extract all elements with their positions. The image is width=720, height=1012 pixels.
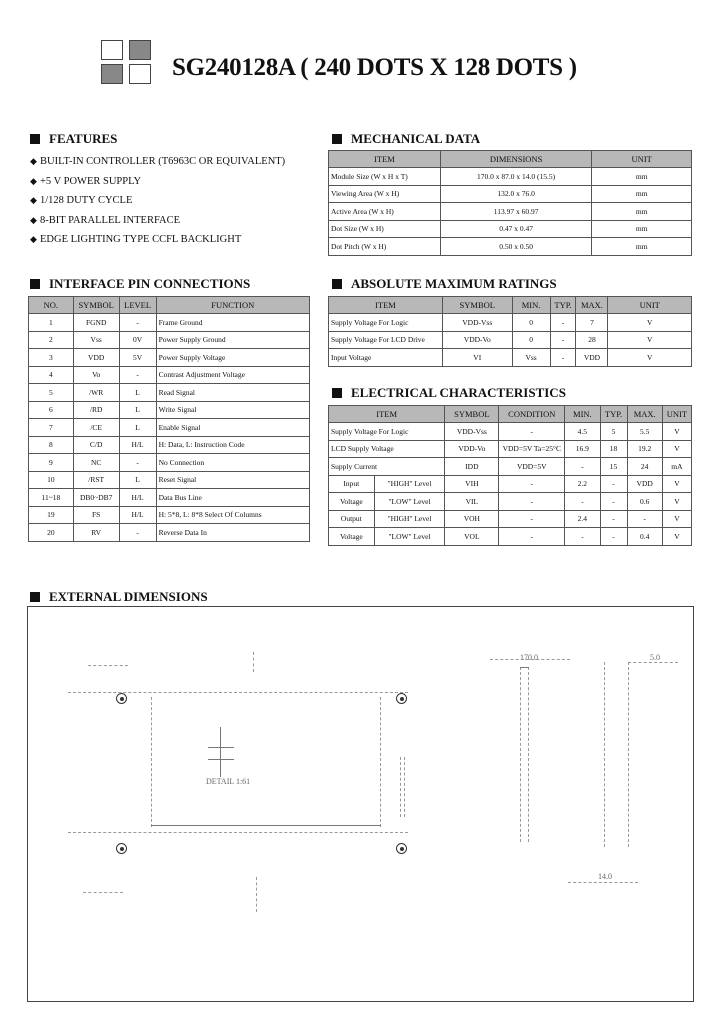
table-cell: 4.5 [565, 423, 600, 441]
table-row [329, 331, 692, 349]
diamond-bullet-icon: ◆ [30, 214, 37, 225]
features-heading: FEATURES [30, 131, 117, 147]
square-bullet-icon [30, 134, 40, 144]
table-cell: VIH [445, 475, 499, 493]
table-cell: 2.4 [565, 510, 600, 528]
table-cell: V [608, 314, 692, 332]
dimension-line [628, 662, 678, 663]
electrical-table [328, 405, 692, 546]
square-bullet-icon [332, 134, 342, 144]
table-cell: - [565, 458, 600, 476]
table-cell: VDD [73, 349, 119, 367]
table-cell: DB0~DB7 [73, 489, 119, 507]
dimension-line [253, 652, 254, 672]
table-cell: MIN. [565, 406, 600, 423]
table-cell: V [608, 349, 692, 367]
list-item: ◆ +5 V POWER SUPPLY [30, 172, 285, 192]
table-row [329, 238, 692, 256]
table-cell: Power Supply Ground [156, 331, 309, 349]
table-cell: No Connection [156, 454, 309, 472]
outline-line [151, 825, 381, 826]
table-cell: Input [329, 475, 375, 493]
table-row [329, 528, 692, 546]
table-row [29, 401, 310, 419]
table-cell: Input Voltage [329, 349, 443, 367]
diamond-bullet-icon: ◆ [30, 234, 37, 244]
table-cell: H: 5*8, L: 8*8 Select Of Columns [156, 506, 309, 524]
table-cell: Voltage [329, 493, 375, 511]
table-cell: VDD=5V [499, 458, 565, 476]
table-cell: FUNCTION [156, 297, 309, 314]
side-view-line [520, 667, 521, 842]
table-row [329, 314, 692, 332]
table-row [329, 185, 692, 203]
table-cell: V [662, 440, 691, 458]
table-cell: ITEM [329, 406, 445, 423]
table-cell: UNIT [608, 297, 692, 314]
table-cell: 0 [512, 331, 550, 349]
table-header-row [29, 297, 310, 314]
table-cell: - [499, 493, 565, 511]
dimension-line [490, 659, 570, 660]
table-cell: Enable Signal [156, 419, 309, 437]
table-cell: 11~18 [29, 489, 74, 507]
outline-line [68, 832, 408, 833]
table-row [329, 423, 692, 441]
table-row [29, 384, 310, 402]
table-cell: Vo [73, 366, 119, 384]
table-cell: Active Area (W x H) [329, 203, 441, 221]
table-cell: 20 [29, 524, 74, 542]
table-cell: 24 [627, 458, 662, 476]
table-cell: MAX. [576, 297, 608, 314]
table-cell: 5 [600, 423, 627, 441]
table-cell: H/L [119, 506, 156, 524]
table-cell: 9 [29, 454, 74, 472]
list-item: ◆ 8-BIT PARALLEL INTERFACE [30, 211, 285, 231]
table-cell: 5.5 [627, 423, 662, 441]
table-row [329, 458, 692, 476]
table-cell: VDD [627, 475, 662, 493]
table-cell: "HIGH" Level [374, 510, 445, 528]
table-cell: 0.50 x 0.50 [440, 238, 592, 256]
table-cell: "HIGH" Level [374, 475, 445, 493]
table-row [29, 314, 310, 332]
table-cell: /RST [73, 471, 119, 489]
table-cell: V [662, 528, 691, 546]
table-cell: VDD-Vo [442, 331, 512, 349]
table-cell: - [119, 366, 156, 384]
dimension-line [568, 882, 638, 883]
table-cell: Output [329, 510, 375, 528]
table-row [329, 493, 692, 511]
table-cell: 2 [29, 331, 74, 349]
table-cell: Reverse Data In [156, 524, 309, 542]
table-cell: 8 [29, 436, 74, 454]
table-cell: FGND [73, 314, 119, 332]
table-cell: 170.0 x 87.0 x 14.0 (15.5) [440, 168, 592, 186]
table-cell: 5V [119, 349, 156, 367]
table-row [329, 475, 692, 493]
table-cell: SYMBOL [445, 406, 499, 423]
table-cell: IDD [445, 458, 499, 476]
table-cell: SYMBOL [73, 297, 119, 314]
table-cell: Dot Size (W x H) [329, 220, 441, 238]
table-cell: L [119, 401, 156, 419]
table-cell: MAX. [627, 406, 662, 423]
table-cell: FS [73, 506, 119, 524]
table-cell: UNIT [662, 406, 691, 423]
table-row [29, 454, 310, 472]
table-row [329, 203, 692, 221]
outline-line [151, 697, 152, 827]
square-bullet-icon [332, 388, 342, 398]
table-row [329, 349, 692, 367]
table-cell: Viewing Area (W x H) [329, 185, 441, 203]
dimension-line [83, 892, 123, 893]
table-cell: RV [73, 524, 119, 542]
table-cell: 0.6 [627, 493, 662, 511]
table-cell: 132.0 x 76.0 [440, 185, 592, 203]
table-cell: Dot Pitch (W x H) [329, 238, 441, 256]
mounting-hole-icon [396, 843, 407, 854]
table-header-row [329, 406, 692, 423]
table-cell: MIN. [512, 297, 550, 314]
table-cell: Supply Voltage For Logic [329, 314, 443, 332]
side-dim-label: 170.0 [520, 653, 538, 662]
detail-line [208, 747, 234, 748]
table-cell: UNIT [592, 151, 692, 168]
table-cell: 3 [29, 349, 74, 367]
table-cell: Vss [512, 349, 550, 367]
detail-label: DETAIL 1:61 [206, 777, 251, 786]
table-cell: Supply Current [329, 458, 445, 476]
dimension-line [256, 877, 257, 912]
outline-line [380, 697, 381, 827]
table-cell: 7 [29, 419, 74, 437]
table-cell: /WR [73, 384, 119, 402]
electrical-heading: ELECTRICAL CHARACTERISTICS [332, 385, 566, 401]
list-item: ◆ 1/128 DUTY CYCLE [30, 191, 285, 211]
table-row [329, 168, 692, 186]
detail-line [220, 727, 221, 777]
connector-line [404, 757, 405, 817]
table-cell: - [550, 349, 576, 367]
table-cell: V [662, 510, 691, 528]
table-cell: 2.2 [565, 475, 600, 493]
square-bullet-icon [332, 279, 342, 289]
table-cell: - [499, 423, 565, 441]
table-cell: H/L [119, 489, 156, 507]
table-cell: 113.97 x 60.97 [440, 203, 592, 221]
table-cell: Supply Voltage For LCD Drive [329, 331, 443, 349]
table-row [29, 366, 310, 384]
table-cell: ITEM [329, 151, 441, 168]
side-dim-label: 5.0 [650, 653, 660, 662]
table-row [29, 489, 310, 507]
table-cell: - [550, 331, 576, 349]
mounting-hole-icon [396, 693, 407, 704]
table-cell: mm [592, 238, 692, 256]
table-cell: - [499, 528, 565, 546]
table-cell: NC [73, 454, 119, 472]
table-cell: NO. [29, 297, 74, 314]
table-cell: 19 [29, 506, 74, 524]
side-view-line [604, 662, 605, 847]
table-cell: V [608, 331, 692, 349]
list-item: ◆ EDGE LIGHTING TYPE CCFL BACKLIGHT [30, 230, 285, 250]
mounting-hole-icon [116, 843, 127, 854]
table-cell: /CE [73, 419, 119, 437]
side-view-line [628, 662, 629, 847]
table-cell: Write Signal [156, 401, 309, 419]
table-cell: - [550, 314, 576, 332]
table-row [29, 436, 310, 454]
table-cell: - [600, 510, 627, 528]
table-cell: 15 [600, 458, 627, 476]
table-cell: SYMBOL [442, 297, 512, 314]
table-row [329, 220, 692, 238]
interface-heading: INTERFACE PIN CONNECTIONS [30, 276, 250, 292]
table-cell: 0V [119, 331, 156, 349]
table-cell: Vss [73, 331, 119, 349]
square-bullet-icon [30, 592, 40, 602]
table-cell: H/L [119, 436, 156, 454]
table-cell: "LOW" Level [374, 493, 445, 511]
table-cell: Reset Signal [156, 471, 309, 489]
table-row [329, 440, 692, 458]
table-cell: VIL [445, 493, 499, 511]
diamond-bullet-icon: ◆ [30, 175, 37, 186]
side-view-line [528, 667, 529, 842]
table-cell: L [119, 384, 156, 402]
table-row [29, 524, 310, 542]
table-cell: C/D [73, 436, 119, 454]
table-cell: TYP. [550, 297, 576, 314]
side-dim-label: 14.0 [598, 872, 612, 881]
table-row [29, 419, 310, 437]
dimension-drawing [27, 606, 694, 1002]
table-cell: - [600, 493, 627, 511]
table-cell: 0.4 [627, 528, 662, 546]
table-row [29, 506, 310, 524]
table-cell: V [662, 475, 691, 493]
detail-line [208, 759, 234, 760]
table-cell: 16.9 [565, 440, 600, 458]
table-cell: Frame Ground [156, 314, 309, 332]
table-cell: 4 [29, 366, 74, 384]
table-cell: Supply Voltage For Logic [329, 423, 445, 441]
table-cell: - [119, 314, 156, 332]
dimension-line [88, 665, 128, 666]
table-cell: - [119, 454, 156, 472]
table-cell: 1 [29, 314, 74, 332]
table-cell: TYP. [600, 406, 627, 423]
table-cell: mA [662, 458, 691, 476]
mounting-hole-icon [116, 693, 127, 704]
table-cell: 10 [29, 471, 74, 489]
mechanical-heading: MECHANICAL DATA [332, 131, 480, 147]
pin-table [28, 296, 310, 542]
table-cell: VDD-Vo [445, 440, 499, 458]
table-cell: V [662, 423, 691, 441]
table-cell: mm [592, 168, 692, 186]
table-cell: Power Supply Voltage [156, 349, 309, 367]
table-row [29, 349, 310, 367]
table-cell: LEVEL [119, 297, 156, 314]
table-cell: 0 [512, 314, 550, 332]
diamond-bullet-icon: ◆ [30, 195, 37, 205]
table-cell: V [662, 493, 691, 511]
table-cell: VDD=5V Ta=25°C [499, 440, 565, 458]
table-cell: L [119, 471, 156, 489]
table-cell: mm [592, 203, 692, 221]
table-cell: - [499, 510, 565, 528]
table-cell: 28 [576, 331, 608, 349]
features-list [30, 152, 285, 250]
company-logo [101, 40, 153, 84]
table-cell: "LOW" Level [374, 528, 445, 546]
table-cell: DIMENSIONS [440, 151, 592, 168]
table-cell: /RD [73, 401, 119, 419]
absolute-table [328, 296, 692, 367]
table-cell: - [565, 528, 600, 546]
external-heading: EXTERNAL DIMENSIONS [30, 589, 208, 605]
connector-line [400, 757, 401, 817]
table-cell: - [627, 510, 662, 528]
mechanical-table [328, 150, 692, 256]
table-cell: CONDITION [499, 406, 565, 423]
table-row [29, 471, 310, 489]
side-view-line [520, 667, 529, 668]
table-cell: - [600, 475, 627, 493]
table-row [29, 331, 310, 349]
table-cell: VDD-Vss [442, 314, 512, 332]
table-cell: 0.47 x 0.47 [440, 220, 592, 238]
table-cell: ITEM [329, 297, 443, 314]
table-header-row [329, 151, 692, 168]
table-cell: VDD-Vss [445, 423, 499, 441]
table-cell: 19.2 [627, 440, 662, 458]
table-cell: - [499, 475, 565, 493]
table-cell: 7 [576, 314, 608, 332]
page-title: SG240128A ( 240 DOTS X 128 DOTS ) [172, 54, 577, 81]
table-cell: mm [592, 185, 692, 203]
square-bullet-icon [30, 279, 40, 289]
table-cell: H: Data, L: Instruction Code [156, 436, 309, 454]
table-cell: VOL [445, 528, 499, 546]
list-item: ◆ BUILT-IN CONTROLLER (T6963C OR EQUIVALENT) [30, 152, 285, 172]
table-cell: Data Bus Line [156, 489, 309, 507]
table-cell: Read Signal [156, 384, 309, 402]
table-cell: VDD [576, 349, 608, 367]
absolute-heading: ABSOLUTE MAXIMUM RATINGS [332, 276, 557, 292]
table-header-row [329, 297, 692, 314]
table-cell: mm [592, 220, 692, 238]
table-cell: 6 [29, 401, 74, 419]
table-cell: Module Size (W x H x T) [329, 168, 441, 186]
diamond-bullet-icon: ◆ [30, 156, 37, 166]
table-cell: L [119, 419, 156, 437]
table-cell: VI [442, 349, 512, 367]
table-cell: 5 [29, 384, 74, 402]
table-cell: - [600, 528, 627, 546]
table-cell: Contrast Adjustment Voltage [156, 366, 309, 384]
table-cell: VOH [445, 510, 499, 528]
table-cell: 18 [600, 440, 627, 458]
table-cell: LCD Supply Voltage [329, 440, 445, 458]
table-row [329, 510, 692, 528]
table-cell: - [119, 524, 156, 542]
table-cell: - [565, 493, 600, 511]
table-cell: Voltage [329, 528, 375, 546]
